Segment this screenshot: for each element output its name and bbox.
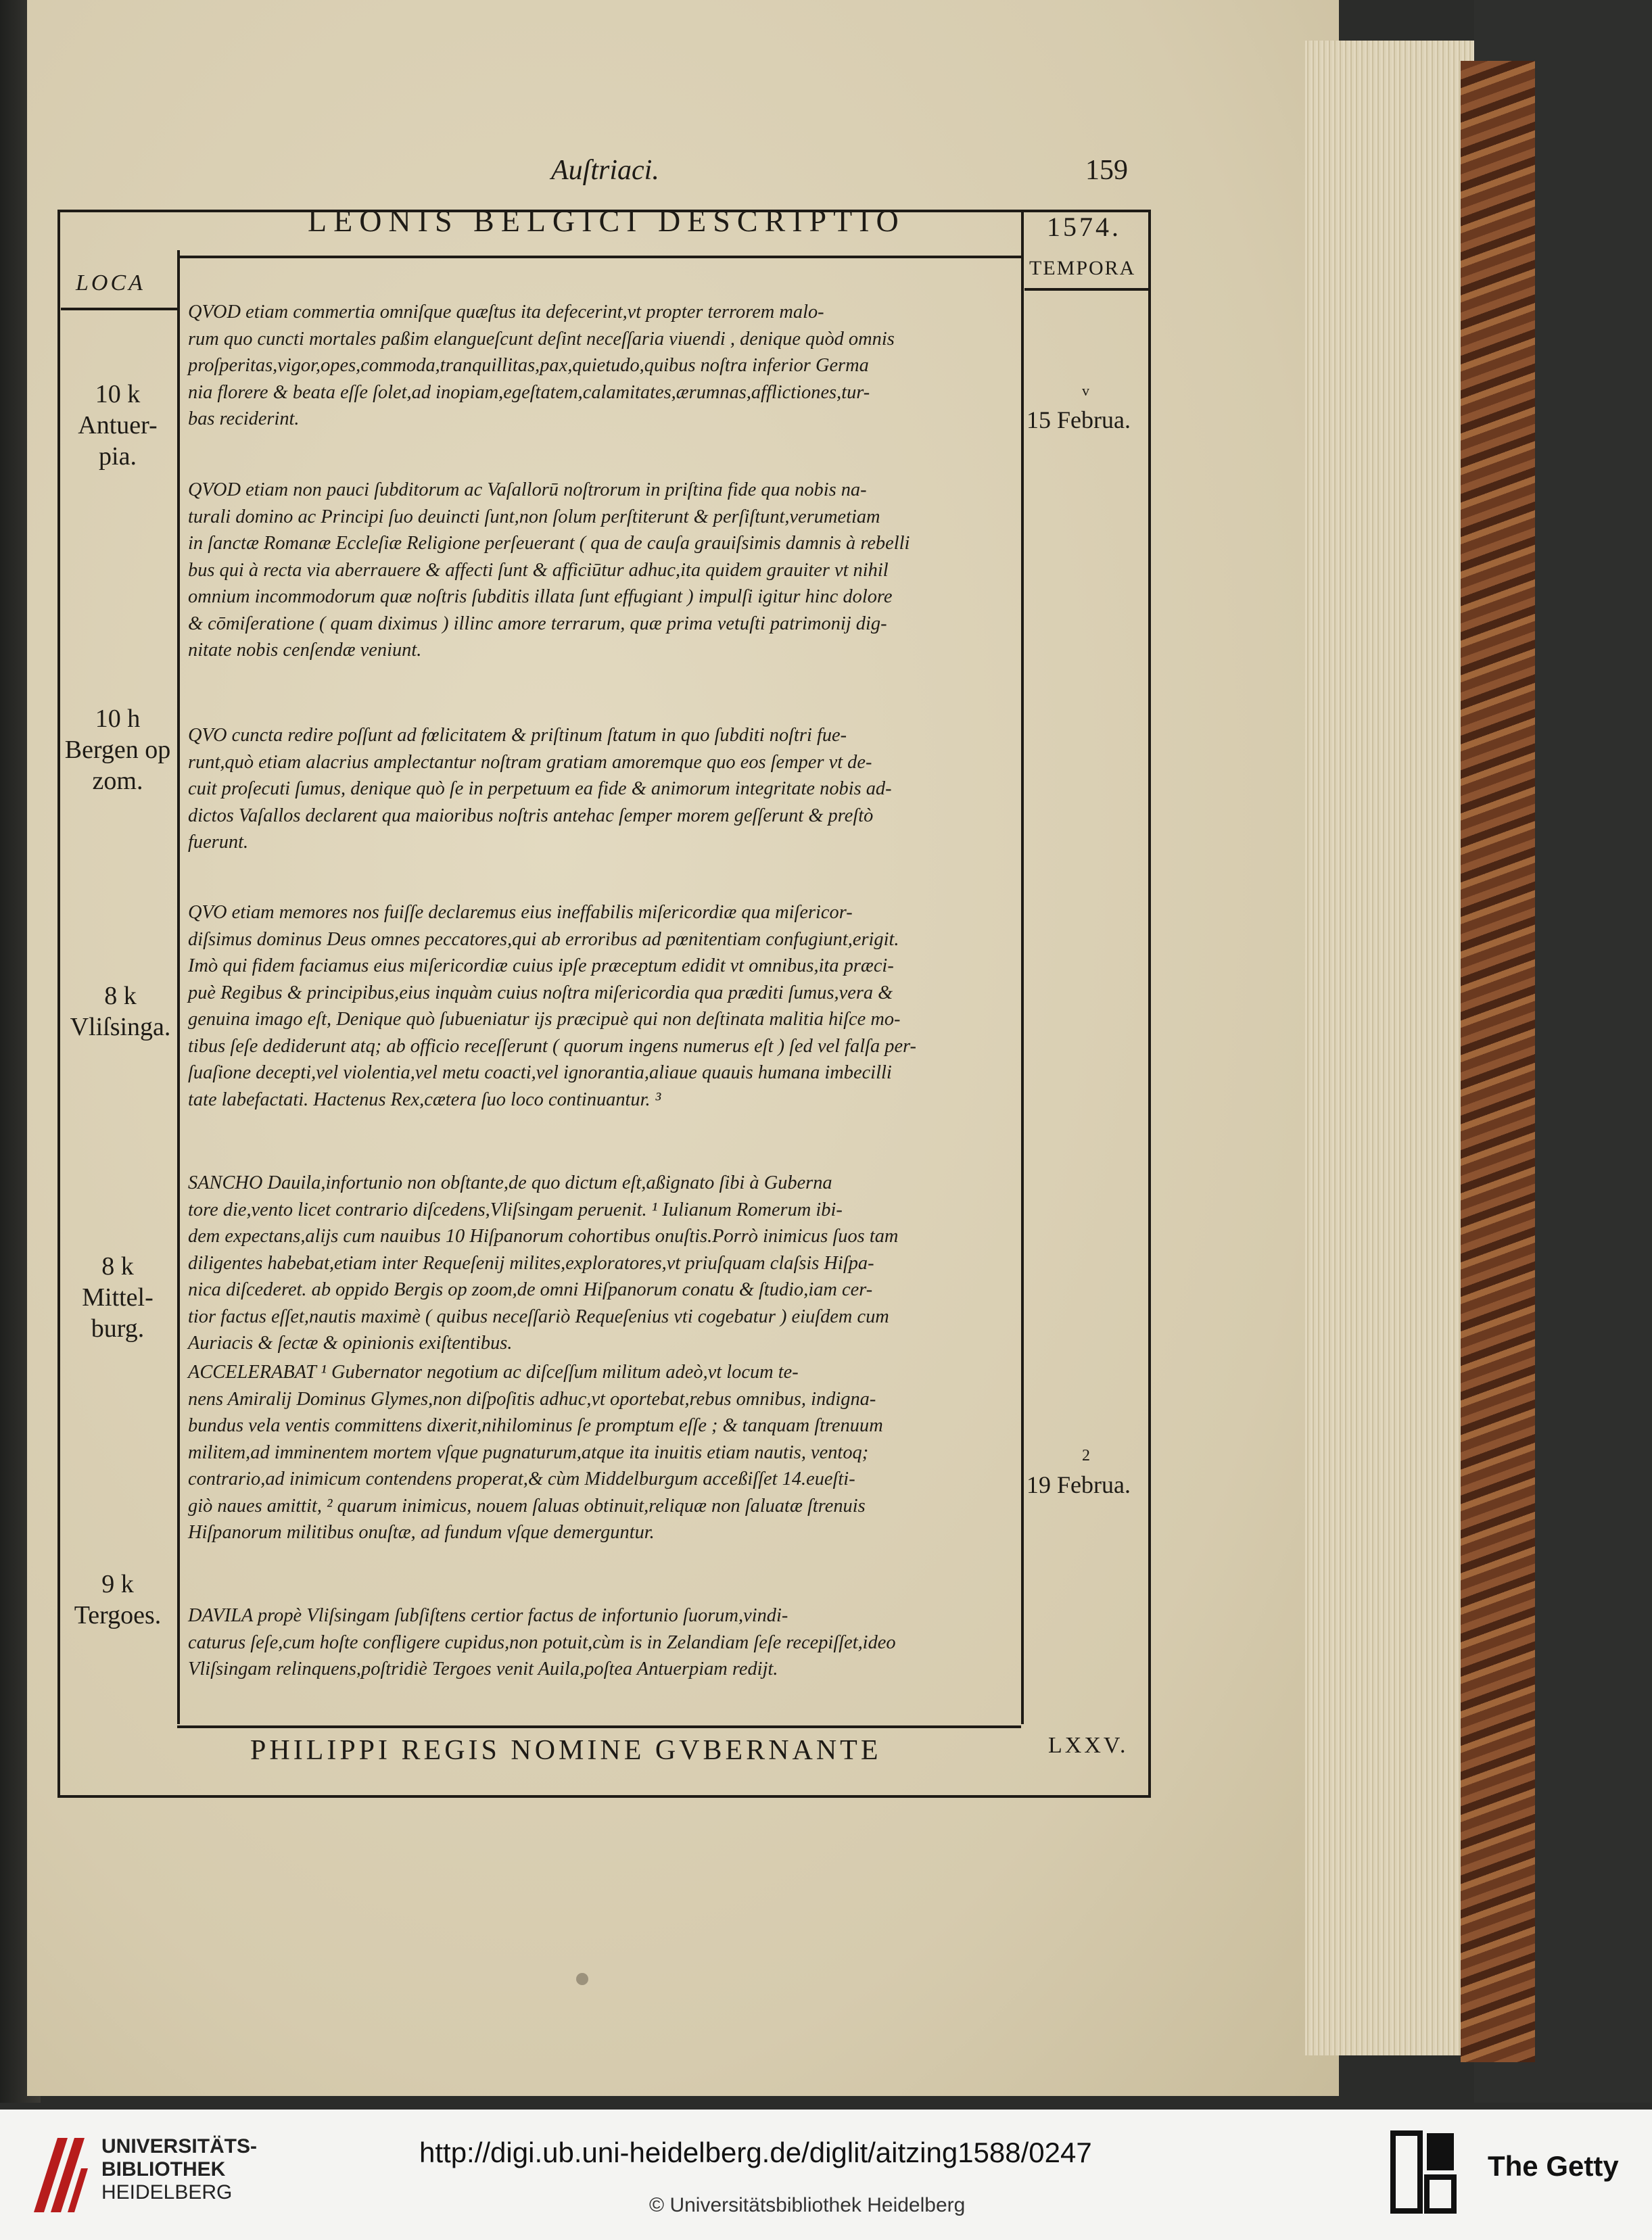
footer-rule [177, 1725, 1021, 1728]
getty-logo-icon [1390, 2130, 1457, 2214]
page-edges [1305, 41, 1474, 2055]
page-blemish [576, 1973, 588, 1985]
date-1: 15 Februa. [1026, 406, 1131, 433]
divider-right [1021, 210, 1024, 1724]
column-heading-loca: LOCA [76, 270, 145, 295]
folio: LXXV. [1048, 1733, 1129, 1758]
column-heading-tempora: TEMPORA [1029, 257, 1136, 279]
margin-place-1: 10 k Antuer- pia. [78, 380, 158, 471]
margin-place-2: 10 h Bergen op zom. [64, 705, 171, 795]
paragraph-6: ACCELERABAT ¹ Gubernator negotium ac diſceſſum militum adeò,vt locum te- nens Amiralij Dominus Glymes,non diſpoſitis adhuc,vt oportebat,rebus omnibus, indigna- bundus vela ventis committens dixerit,nihilominus ſe promptum eſſe ; & tanquam ſtrenuum militem,ad imminentem mortem vſque pugnaturum,atque ita inuitis etiam nautis, ventoq; contrario,ad inimicum contendens properat,& cùm Middelburgum acceßiſſet 14.eueſti- giò naues amittit, ² quarum inimicus, nouem ſaluas obtinuit,reliquæ non ſaluatæ ſtrenuis Hiſpanorum militibus onuſtæ, ad fundum vſque demerguntur. [188, 1362, 883, 1543]
library-name: UNIVERSITÄTS- BIBLIOTHEK HEIDELBERG [101, 2135, 258, 2203]
year: 1574. [1047, 212, 1121, 242]
page-number: 159 [1085, 155, 1128, 186]
date-sup-2: 2 [1082, 1447, 1090, 1464]
margin-place-3: 8 k Vliſsinga. [70, 982, 171, 1041]
loca-rule [61, 308, 177, 310]
viewer-footer [0, 2110, 1652, 2240]
frame-bottom [57, 1795, 1150, 1798]
paragraph-5: SANCHO Dauila,infortunio non obſtante,de quo dictum eſt,aßignato ſibi à Guberna tore die,vento licet contrario diſcedens,Vliſsingam peruenit. ¹ Iulianum Romerum ibi- dem expectans,alijs cum nauibus 10 Hiſpanorum cohortibus onuſtis.Porrò inimicus ſuos tam diligentes habebat,etiam inter Requeſenij milites,exploratores,vt priuſquam claſsis Hiſpa- nica diſcederet. ab oppido Bergis op zoom,de omni Hiſpanorum conatu & ſtudio,iam cer- tior factus eſſet,nautis maximè ( quibus neceſſariò Requeſenius vti cogebatur ) eiuſdem cum Auriacis & ſectæ & opinionis exiſtentibus. [188, 1172, 899, 1354]
partner-name: The Getty [1488, 2150, 1619, 2182]
paragraph-1: QVOD etiam commertia omniſque quæſtus ita defecerint,vt propter terrorem malo- rum quo cuncti mortales paßim elangueſcunt deſint neceſſaria viuendi , denique quòd omnis proſperitas,vigor,opes,commoda,tranquillitas,pax,quietudo,quibus noſtra inferior Germa nia florere & beata eſſe ſolet,ad inopiam,egeſtatem,calamitates,ærumnas,afflictiones,tur- bas reciderint. [188, 302, 895, 429]
page-title: LEONIS BELGICI DESCRIPTIO [308, 204, 905, 238]
margin-place-5: 9 k Tergoes. [74, 1570, 162, 1629]
paragraph-4: QVO etiam memores nos fuiſſe declaremus eius ineffabilis miſericordiæ qua miſericor- diſsimus dominus Deus omnes peccatores,qui ab erroribus ad pœnitentiam confugiunt,erigit. Imò qui fidem faciamus eius miſericordiæ cuius ipſe præceptum edidit vt omnibus,ita præci- puè Regibus & principibus,eius inquàm cuius noſtra miſericordia qua præditi ſumus,vera & genuina imago eſt, Denique quò ſubueniatur ijs præcipuè qui non deſtinata malitia hiſce mo- tibus ſeſe dediderunt atq; ab officio receſſerunt ( quorum ingens numerus eſt ) ſed vel falſa per- ſuaſione decepti,vel violentia,vel metu coacti,vel ignorantia,aliaue quauis humana imbecilli tate labefactati. Hactenus Rex,cætera ſuo loco continuantur. ³ [188, 902, 917, 1110]
date-2: 19 Februa. [1026, 1471, 1131, 1498]
running-head: Auſtriaci. [551, 155, 659, 186]
date-sup-1: v [1082, 382, 1089, 399]
margin-place-4: 8 k Mittel- burg. [82, 1252, 154, 1343]
paragraph-7: DAVILA propè Vliſsingam ſubſiſtens certior factus de infortunio ſuorum,vindi- caturus ſeſe,cum hoſte confligere cupidus,non potuit,cùm is in Zelandiam ſeſe recepiſſet,ideo Vliſsingam relinquens,poſtridiè Tergoes venit Auila,poſtea Antuerpiam rediјt. [188, 1605, 896, 1679]
page-footer-title: PHILIPPI REGIS NOMINE GVBERNANTE [250, 1735, 882, 1766]
paragraph-2: QVOD etiam non pauci ſubditorum ac Vaſallorū noſtrorum in priſtina fide qua nobis na- turali domino ac Principi ſuo deuincti ſunt,non ſolum perſtiterunt & perſiſtunt,verumetiam in ſanctæ Romanæ Eccleſiæ Religione perſeuerant ( qua de cauſa grauiſsimis damnis à rebelli bus qui à recta via aberrauere & affecti ſunt & afficiūtur adhuc,ita quidem grauiter vt nihil omnium incommodorum quæ noſtris ſubditis illata ſunt effugiant ) impulſi igitur hinc dolore & cōmiſeratione ( quam diximus ) illinc amore terrarum, quæ prima vetuſti patrimonij dig- nitate nobis cenſendæ veniunt. [188, 479, 910, 661]
title-rule [177, 256, 1021, 258]
permalink-url[interactable]: http://digi.ub.uni-heidelberg.de/diglit/aitzing1588/0247 [419, 2137, 1092, 2168]
frame-right [1148, 210, 1151, 1798]
marbled-cover-edge [1461, 61, 1535, 2062]
paragraph-3: QVO cuncta redire poſſunt ad fœlicitatem & priſtinum ſtatum in quo ſubditi noſtri fue- runt,quò etiam alacrius amplectantur noſtram gratiam amoremque quo eos ſemper vt de- cuit proſecuti ſumus, denique quò ſe in perpetuum ea fide & animorum integritate nobis ad- dictos Vaſallos declarent qua maioribus noſtris antehac ſemper morem geſſerunt & preſtò fuerunt. [188, 725, 892, 853]
tempora-rule [1024, 288, 1148, 291]
university-library-logo-icon [27, 2124, 91, 2219]
copyright-notice: © Universitätsbibliothek Heidelberg [649, 2194, 966, 2216]
